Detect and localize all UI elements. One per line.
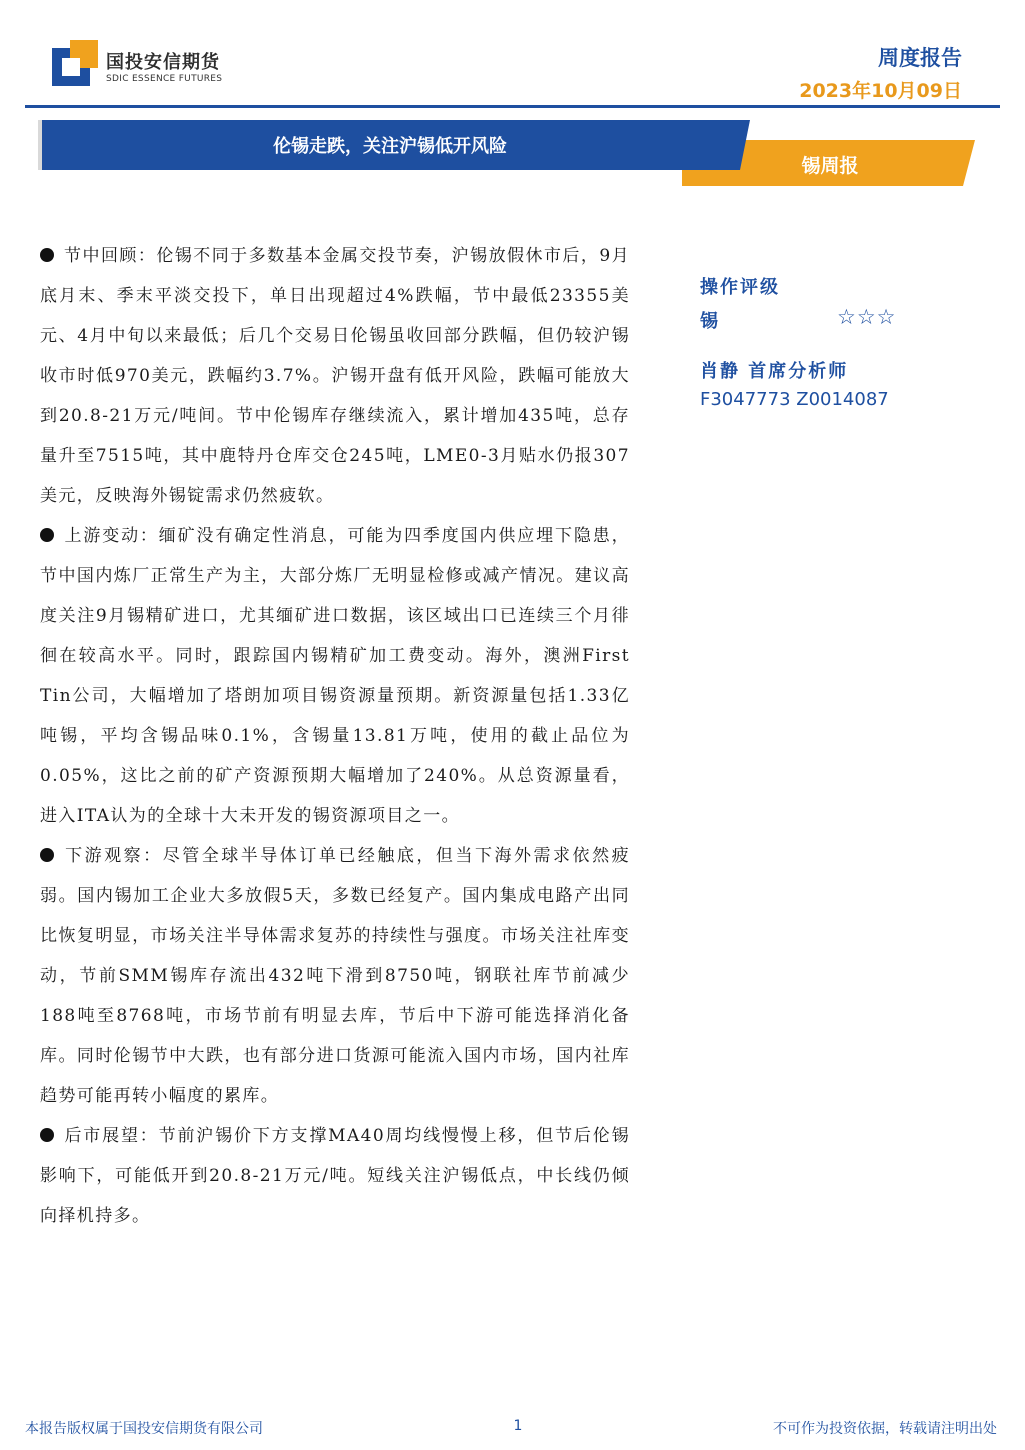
logo-company-name: 国投安信期货 [106, 52, 220, 73]
analyst-name: 肖静 首席分析师 [700, 361, 849, 382]
report-date: 2023年10月09日 [799, 80, 962, 102]
disclaimer-notice: 不可作为投资依据，转载请注明出处 [773, 1421, 997, 1437]
report-type: 周度报告 [878, 46, 962, 70]
paragraph-review [40, 236, 630, 516]
rating-stars-icon: ☆☆☆ [837, 305, 897, 329]
report-body [40, 236, 630, 1236]
paragraph-text: 下游观察：尽管全球半导体订单已经触底，但当下海外需求依然疲弱。国内锡加工企业大多放假5天，多数已经复产。国内集成电路产出同比恢复明显，市场关注半导体需求复苏的持续性与强度。市场关注社库变动，节前SMM锡库存流出432吨下滑到8750吨，钢联社库节前减少188吨至8768吨，市场节前有明显去库，节后中下游可能选择消化备库。同时伦锡节中大跌，也有部分进口货源可能流入国内市场，国内社库趋势可能再转小幅度的累库。 [40, 846, 630, 1106]
sidebar [700, 273, 960, 410]
header-divider [25, 105, 1000, 108]
paragraph-text: 上游变动：缅矿没有确定性消息，可能为四季度国内供应埋下隐患，节中国内炼厂正常生产为主，大部分炼厂无明显检修或减产情况。建议高度关注9月锡精矿进口，尤其缅矿进口数据，该区域出口已连续三个月徘徊在较高水平。同时，跟踪国内锡精矿加工费变动。海外，澳洲First Tin公司，大幅增加了塔朗加项目锡资源量预期。新资源量包括1.33亿吨锡，平均含锡品味0.1%，含锡量13.81万吨，使用的截止品位为0.05%，这比之前的矿产资源预期大幅增加了240%。从总资源量看，进入ITA认为的全球十大未开发的锡资源项目之一。 [40, 526, 630, 826]
logo-company-name-en: SDIC ESSENCE FUTURES [106, 74, 223, 84]
bullet-icon [40, 848, 54, 862]
bullet-icon [40, 1128, 54, 1142]
footer [0, 1418, 1025, 1442]
paragraph-outlook [40, 1116, 630, 1236]
rating-row [700, 303, 960, 339]
paragraph-downstream [40, 836, 630, 1116]
page-number: 1 [513, 1418, 523, 1434]
rating-label: 操作评级 [700, 277, 780, 298]
report-category-tag: 锡周报 [801, 155, 859, 177]
analyst-certificate: F3047773 Z0014087 [700, 389, 889, 410]
bullet-icon [40, 528, 54, 542]
bullet-icon [40, 248, 54, 262]
paragraph-upstream [40, 516, 630, 836]
paragraph-text: 后市展望：节前沪锡价下方支撑MA40周均线慢慢上移，但节后伦锡影响下，可能低开到20.8-21万元/吨。短线关注沪锡低点，中长线仍倾向择机持多。 [40, 1126, 630, 1226]
rating-item: 锡 [700, 311, 718, 332]
paragraph-text: 节中回顾：伦锡不同于多数基本金属交投节奏，沪锡放假休市后，9月底月末、季末平淡交投下，单日出现超过4%跌幅，节中最低23355美元、4月中旬以来最低；后几个交易日伦锡虽收回部分跌幅，但仍较沪锡收市时低970美元，跌幅约3.7%。沪锡开盘有低开风险，跌幅可能放大到20.8-21万元/吨间。节中伦锡库存继续流入，累计增加435吨，总存量升至7515吨，其中鹿特丹仓库交仓245吨，LME0-3月贴水仍报307美元，反映海外锡锭需求仍然疲软。 [40, 246, 630, 506]
logo-mark-icon [52, 40, 98, 86]
copyright-notice: 本报告版权属于国投安信期货有限公司 [25, 1421, 263, 1437]
company-logo [52, 40, 237, 88]
report-title: 伦锡走跌，关注沪锡低开风险 [273, 136, 507, 157]
